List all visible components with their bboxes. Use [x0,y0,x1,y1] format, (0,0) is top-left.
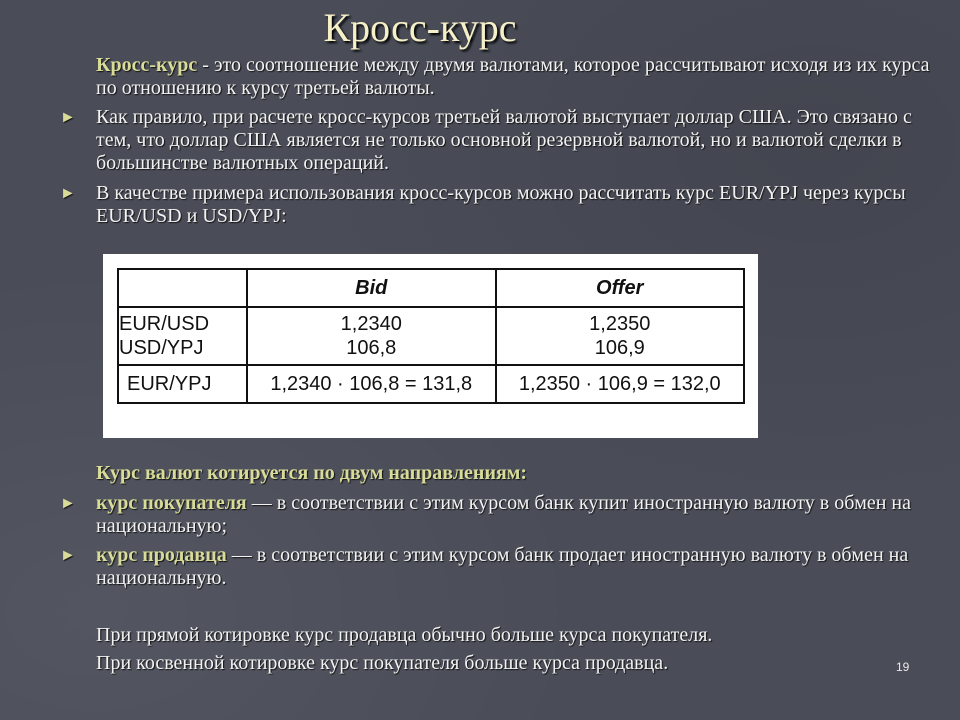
bullet-arrow-icon: ► [60,185,76,202]
pair-label: USD/YPJ [119,337,204,359]
bullet-definition: — в соответствии с этим курсом банк купит иностранную валюту в обмен на национальную; [96,492,912,537]
bullet-text [96,492,936,538]
bullet-item [60,106,936,175]
table-row [118,307,744,365]
bullet-text: В качестве примера использования кросс-курсов можно рассчитать курс EUR/YPJ через курсы EUR/USD и USD/YPJ: [96,182,906,227]
offer-value: 1,2350 [589,313,651,335]
note-line: При косвенной котировке курс покупателя больше курса продавца. [96,652,669,674]
bid-value: 106,8 [346,337,397,359]
bullet-item [60,182,936,228]
bid-cell: 1,2340 · 106,8 = 131,8 [247,365,496,403]
offer-value: 106,9 [594,337,645,359]
table-header-row [118,269,744,307]
quote-heading: Курс валют котируется по двум направлениям: [96,462,528,484]
intro-term: Кросс-курс [96,54,198,76]
bullet-arrow-icon: ► [60,109,76,126]
intro-paragraph [96,54,936,100]
offer-cell: 1,2350 · 106,9 = 132,0 [496,365,745,403]
pair-cell [118,307,247,365]
bullet-text: Как правило, при расчете кросс-курсов третьей валютой выступает доллар США. Это связано с тем, что доллар США является не только основной резервной валютой, но и валютой сделки в большинстве валютных операций. [96,106,912,174]
pair-label: EUR/USD [119,313,210,335]
bid-value: 1,2340 [340,313,402,335]
bullet-term: курс продавца [96,544,227,566]
bullet-text [96,544,936,590]
table-header-bid: Bid [247,269,496,307]
table-row [118,365,744,403]
bullet-definition: — в соответствии с этим курсом банк продает иностранную валюту в обмен на национальную. [96,544,909,589]
page-number: 19 [896,660,910,674]
bullet-arrow-icon: ► [60,495,76,512]
offer-cell [496,307,745,365]
table-header-offer: Offer [496,269,745,307]
note-line: При прямой котировке курс продавца обычно больше курса покупателя. [96,624,713,646]
slide-title: Кросс-курс [323,5,517,50]
rates-table-panel [103,254,758,438]
cross-rate-table [117,268,745,404]
bullet-item [60,544,936,590]
bid-cell [247,307,496,365]
bullet-arrow-icon: ► [60,547,76,564]
intro-definition: - это соотношение между двумя валютами, которое рассчитывают исходя из их курса по отношению к курсу третьей валюты. [96,54,930,99]
bullet-term: курс покупателя [96,492,247,514]
pair-cell: EUR/YPJ [118,365,247,403]
table-header-cell [118,269,247,307]
bullet-item [60,492,936,538]
